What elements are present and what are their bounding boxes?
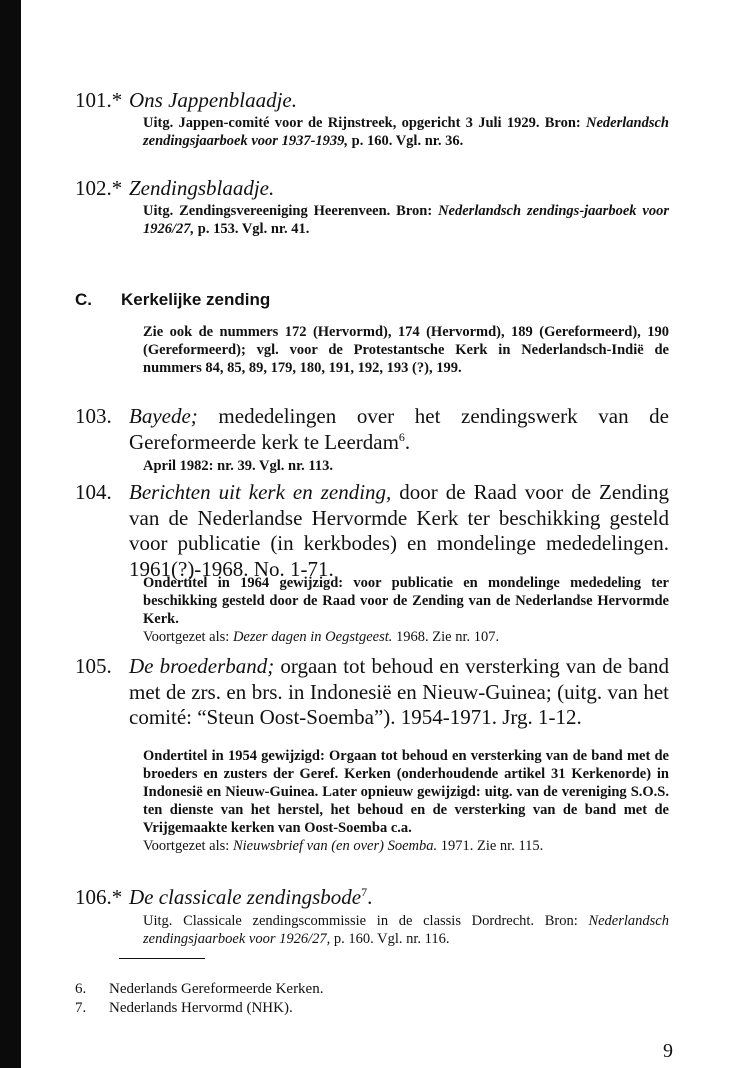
continued-label: Voortgezet als:	[143, 629, 230, 645]
entry-106-note	[143, 912, 669, 948]
entry-104	[75, 480, 669, 582]
entry-103	[75, 404, 669, 455]
note-text: p. 153. Vgl. nr. 41.	[197, 221, 310, 237]
entry-number: 103.	[75, 404, 112, 428]
note-text: Ondertitel in 1954 gewijzigd: Orgaan tot behoud en versterking van de band met de broeders en zusters der Geref. Kerken (onderhoudende artikel 31 Kerkenorde) in Indonesië en Nieuw-Guinea. Later opnieuw gewijzigd: uitg. van de vereniging S.O.S. ten dienste van het herstel, het behoud en de versterking van de band met de Vrijgemaakte kerken van Oost-Soemba c.a.	[143, 748, 669, 836]
entry-number: 101.*	[75, 88, 123, 112]
entry-number: 104.	[75, 480, 112, 504]
scan-edge	[0, 0, 21, 1068]
section-heading	[75, 290, 270, 310]
entry-title: Ons Jappenblaadje.	[129, 88, 297, 112]
footnote-ref: 7	[361, 885, 368, 899]
entry-number: 106.*	[75, 885, 123, 909]
entry-106-heading	[75, 885, 372, 910]
entry-description: orgaan tot behoud en versterking van de band met de zrs. en brs. in Indonesië en Nieuw-Guinea; (uitg. van het comité: “Steun Oost-Soemba”). 1954-1971. Jrg. 1-12.	[129, 654, 670, 729]
note-text: Uitg. Jappen-comité voor de Rijnstreek, opgericht 3 Juli 1929. Bron:	[143, 115, 581, 131]
note-text: p. 160. Vgl. nr. 36.	[351, 133, 464, 149]
section-letter: C.	[75, 290, 92, 309]
entry-101-heading	[75, 88, 297, 113]
section-note: Zie ook de nummers 172 (Hervormd), 174 (Hervormd), 189 (Gereformeerd), 190 (Gereformeerd); vgl. voor de Protestantsche Kerk in Nederlandsch-Indië de nummers 84, 85, 89, 179, 180, 191, 192, 193 (?), 199.	[143, 324, 669, 376]
entry-description: mededelingen over het zendingswerk van de Gereformeerde kerk te Leerdam	[129, 404, 670, 454]
entry-title: Bayede;	[129, 404, 198, 428]
page	[75, 0, 675, 1068]
entry-title: Zendingsblaadje.	[129, 176, 275, 200]
entry-description: door de Raad voor de Zending van de Nederlandse Hervormde Kerk ter beschikking gesteld voor publicatie (in kerkbodes) en mondelinge mededelingen. 1961(?)-1968. No. 1-71.	[129, 480, 670, 581]
entry-104-note	[143, 574, 669, 646]
entry-105	[75, 654, 669, 731]
entry-101-note	[143, 114, 669, 150]
note-text: Uitg. Zendingsvereeniging Heerenveen. Bron:	[143, 203, 433, 219]
footnote-7	[75, 999, 293, 1017]
entry-102-heading	[75, 176, 274, 201]
continued-ref: 1971. Zie nr. 115.	[440, 838, 544, 854]
entry-number: 102.*	[75, 176, 123, 200]
footnote-ref: 6	[398, 429, 405, 444]
entry-number: 105.	[75, 654, 112, 678]
punctuation: .	[404, 429, 411, 454]
continued-label: Voortgezet als:	[143, 838, 230, 854]
footnote-number: 6.	[75, 981, 87, 997]
note-text: p. 160. Vgl. nr. 116.	[333, 931, 450, 947]
continued-title: Dezer dagen in Oegstgeest.	[232, 629, 393, 645]
page-number: 9	[663, 1040, 673, 1062]
note-text: Uitg. Classicale zendingscommissie in de classis Dordrecht. Bron:	[143, 913, 578, 929]
note-source: Nederlandsch zendings-jaarboek voor 1926/27,	[143, 203, 669, 237]
footnote-6	[75, 980, 323, 998]
continued-title: Nieuwsbrief van (en over) Soemba.	[232, 838, 438, 854]
note-text: Ondertitel in 1964 gewijzigd: voor publicatie en mondelinge mededeling ter beschikking gesteld door de Raad voor de Zending van de Nederlandse Hervormde Kerk.	[143, 575, 669, 627]
section-title: Kerkelijke zending	[121, 290, 271, 309]
footnote-text: Nederlands Gereformeerde Kerken.	[109, 981, 324, 997]
footnote-text: Nederlands Hervormd (NHK).	[109, 1000, 293, 1016]
continued-ref: 1968. Zie nr. 107.	[396, 629, 500, 645]
entry-102-note	[143, 202, 669, 238]
footnote-divider	[119, 958, 205, 959]
note-source: Nederlandsch zendingsjaarboek voor 1926/27,	[143, 913, 669, 947]
entry-title: Berichten uit kerk en zending,	[129, 480, 392, 504]
entry-title: De broederband;	[129, 654, 275, 678]
punctuation: .	[367, 885, 373, 909]
entry-title: De classicale zendingsbode	[129, 885, 362, 909]
entry-103-note: April 1982: nr. 39. Vgl. nr. 113.	[143, 458, 334, 474]
footnote-number: 7.	[75, 1000, 87, 1016]
note-source: Nederlandsch zendingsjaarboek voor 1937-1939,	[143, 115, 669, 149]
entry-105-note	[143, 747, 669, 855]
